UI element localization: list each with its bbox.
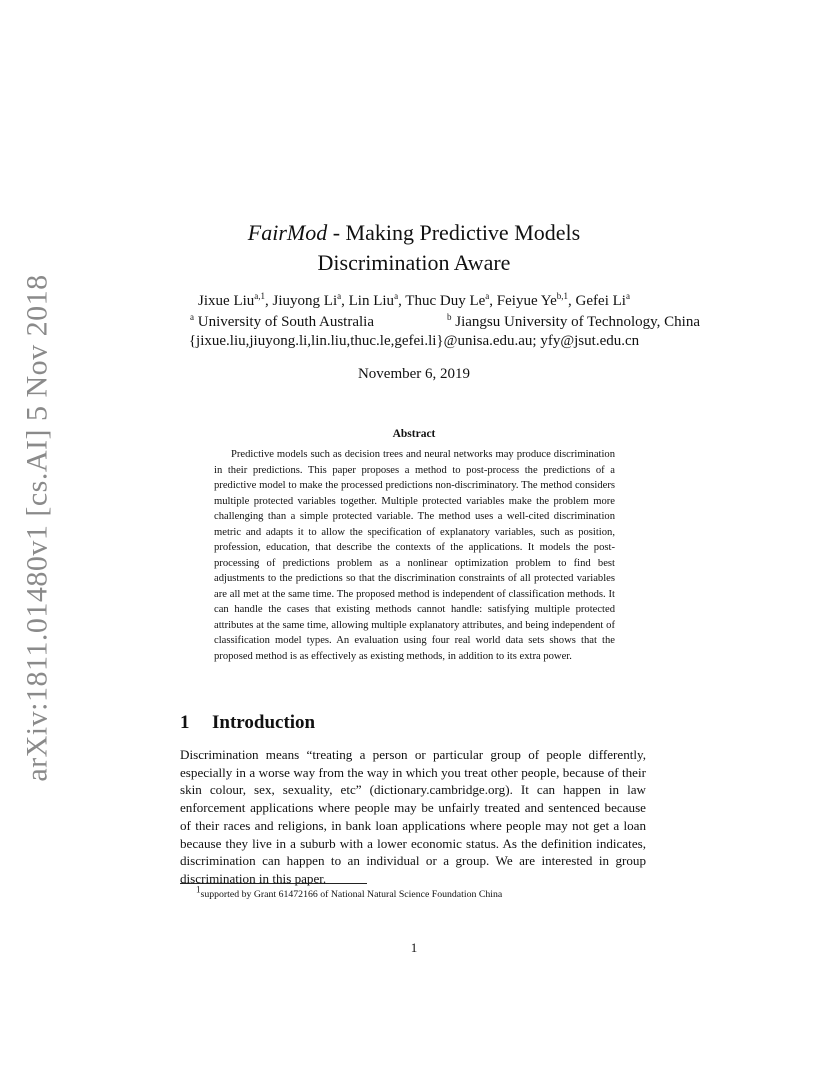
affiliation-a: $^a$ University of South Australia (190, 312, 374, 330)
title-line-1 (0, 218, 828, 248)
author: Jiuyong Li$^a$ (272, 291, 342, 309)
title-line-2: Discrimination Aware (317, 250, 511, 275)
paper-date: November 6, 2019 (357, 366, 471, 382)
title-line-1-rest: - Making Predictive Models (327, 220, 581, 245)
author: Thuc Duy Le$^a$ (405, 291, 490, 309)
section-title: Introduction (212, 712, 316, 733)
arxiv-stamp-text: arXiv:1811.01480v1 [cs.AI] 5 Nov 2018 (21, 274, 55, 782)
abstract-heading: Abstract (392, 428, 436, 440)
title-italic-name: FairMod (247, 220, 328, 245)
intro-paragraph: Discrimination means “treating a person or particular group of people differently, especially in a worse way from the way in which you treat other people, because of their skin colour, sex, sexuality, etc” (dictionary.cambridge.org). It can happen in law enforcement applications where people may be unfairly treated and sentenced because of their races and religions, in bank loan applications where people may not get a loan because they live in a suburb with a lower economic status. As the definition indicates, discrimination can happen to an individual or a group. We are interested in group discrimination in this paper. (180, 747, 646, 886)
footnote-mark: 1 (196, 884, 201, 895)
page-number: 1 (410, 940, 418, 955)
footnote (196, 884, 503, 901)
section-number: 1 (180, 712, 190, 733)
affiliation-b: $^b$ Jiangsu University of Technology, China (447, 312, 701, 330)
footnote-rule (180, 883, 367, 884)
author: Lin Liu$^a$ (348, 291, 399, 309)
paper-title (0, 218, 828, 278)
abstract-text: Predictive models such as decision trees and neural networks may produce discrimination in their predictions. This paper proposes a method to post-process the predictions of a predictive model to make the processed predictions non-discriminatory. The method considers multiple protected variables together. Multiple protected variables make the problem more challenging than a simple protected variable. The method uses a well-cited discrimination metric and adapts it to allow the specification of explanatory variables, such as position, profession, education, that describe the contexts of the applications. It models the post-processing of predictions problem as a nonlinear optimization problem to find best adjustments to the predictions so that the discrimination constraints of all protected variables are all met at the same time. The proposed method is independent of classification methods. It can handle the cases that existing methods cannot handle: satisfying multiple protected attributes at the same time, allowing multiple explanatory attributes, and being independent of classification model types. An evaluation using four real world data sets shows that the proposed method is as effectively as existing methods, in addition to its extra power. (214, 449, 615, 662)
author: Jixue Liu$^{a,1}$ (198, 291, 266, 309)
author: Gefei Li$^a$ (575, 291, 630, 309)
section-heading (180, 711, 315, 735)
author-emails: {jixue.liu,jiuyong.li,lin.liu,thuc.le,gefei.li}@unisa.edu.au; yfy@jsut.edu.cn (188, 333, 640, 349)
author: Feiyue Ye$^{b,1}$ (496, 291, 569, 309)
author-list: Jixue Liu$^{a,1}$, Jiuyong Li$^a$, Lin Liu$^a$, Thuc Duy Le$^a$, Feiyue Ye$^{b,1}$, Gefei Li$^a$ (198, 291, 630, 309)
footnote-text: supported by Grant 61472166 of National Natural Science Foundation China (200, 889, 503, 900)
